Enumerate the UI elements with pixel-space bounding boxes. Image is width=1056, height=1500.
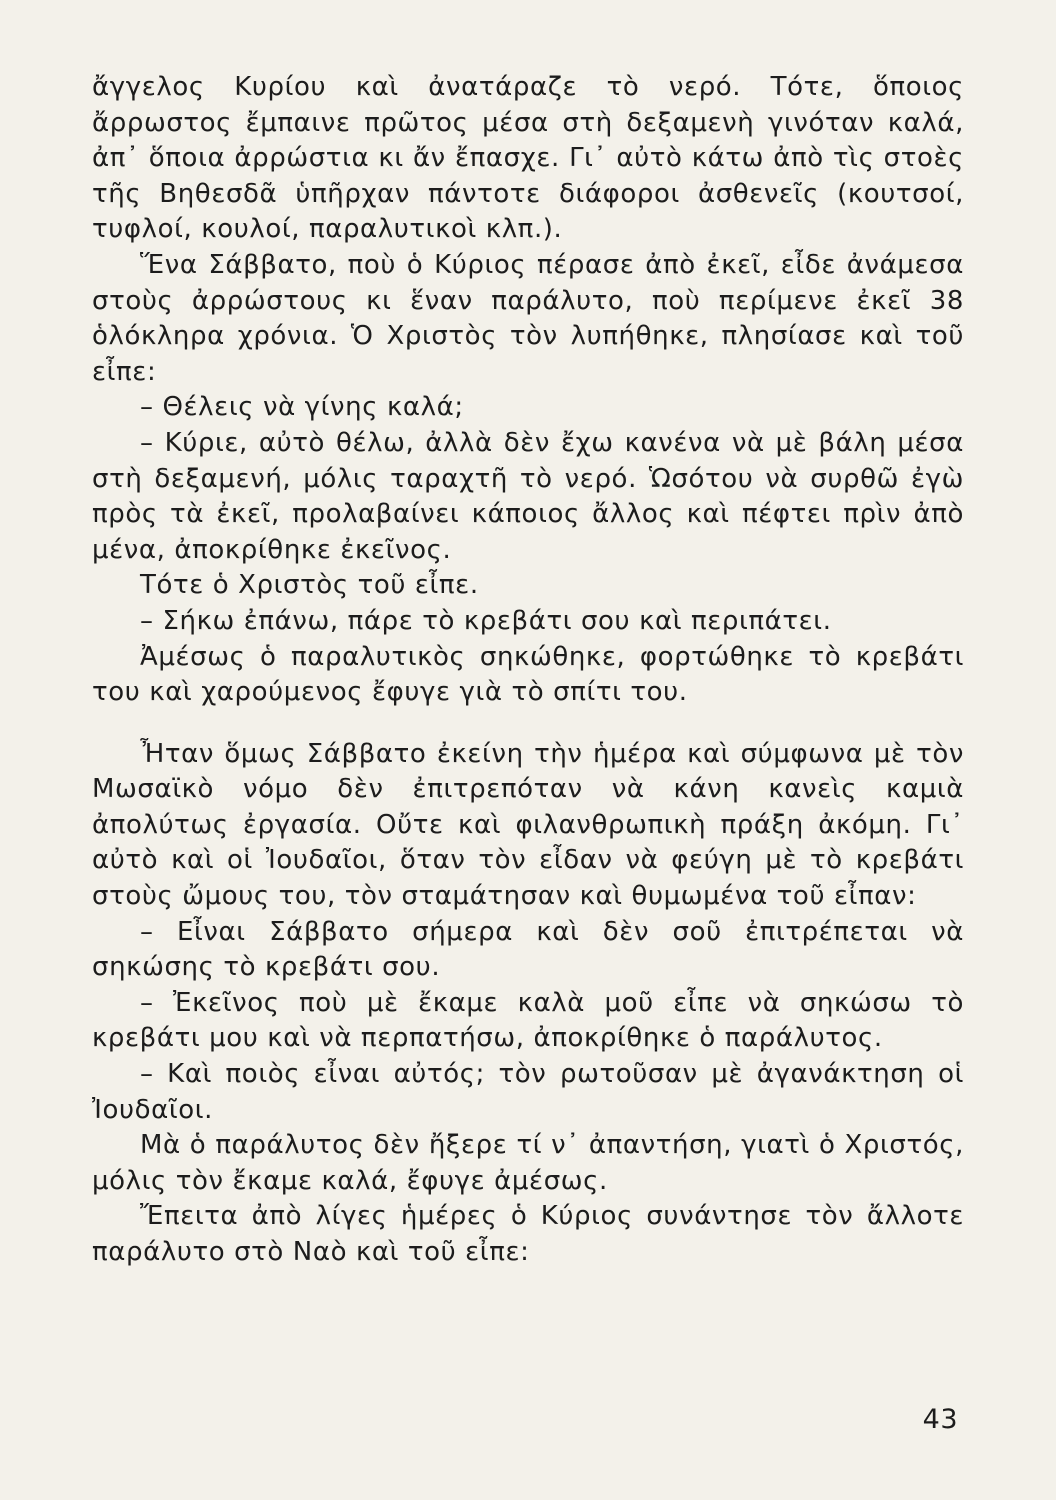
- paragraph: ἄγγελος Κυρίου καὶ ἀνατάραζε τὸ νερό. Τότε, ὅποιος ἄρρωστος ἔμπαινε πρῶτος μέσα στὴ δεξαμενὴ γινόταν καλά, ἀπ᾽ ὅποια ἀρρώστια κι ἄν ἔπασχε. Γι᾽ αὐτὸ κάτω ἀπὸ τὶς στοὲς τῆς Βηθεσδᾶ ὑπῆρχαν πάντοτε διάφοροι ἀσθενεῖς (κουτσοί, τυφλοί, κουλοί, παραλυτικοὶ κλπ.).: [92, 72, 964, 245]
- paragraph: Ἕνα Σάββατο, ποὺ ὁ Κύριος πέρασε ἀπὸ ἐκεῖ, εἶδε ἀνάμεσα στοὺς ἀρρώστους κι ἕναν παράλυτο, ποὺ περίμενε ἐκεῖ 38 ὁλόκληρα χρόνια. Ὁ Χριστὸς τὸν λυπήθηκε, πλησίασε καὶ τοῦ εἶπε:: [92, 249, 964, 387]
- paragraph: Ἔπειτα ἀπὸ λίγες ἡμέρες ὁ Κύριος συνάντησε τὸν ἄλλοτε παράλυτο στὸ Ναὸ καὶ τοῦ εἶπε:: [92, 1201, 964, 1267]
- paragraph: Ἦταν ὅμως Σάββατο ἐκείνη τὴν ἡμέρα καὶ σύμφωνα μὲ τὸν Μωσαϊκὸ νόμο δὲν ἐπιτρεπόταν νὰ κάνη κανεὶς καμιὰ ἀπολύτως ἐργασία. Οὔτε καὶ φιλανθρωπικὴ πράξη ἀκόμη. Γι᾽ αὐτὸ καὶ οἱ Ἰουδαῖοι, ὅταν τὸν εἶδαν νὰ φεύγη μὲ τὸ κρεβάτι στοὺς ὤμους του, τὸν σταμάτησαν καὶ θυμωμένα τοῦ εἶπαν:: [92, 738, 964, 912]
- dialogue-line: – Σήκω ἐπάνω, πάρε τὸ κρεβάτι σου καὶ περιπάτει.: [140, 605, 832, 636]
- paragraph: Μὰ ὁ παράλυτος δὲν ἤξερε τί ν᾽ ἀπαντήση, γιατὶ ὁ Χριστός, μόλις τὸν ἔκαμε καλά, ἔφυγε ἀμέσως.: [92, 1130, 964, 1196]
- paragraph: Ἀμέσως ὁ παραλυτικὸς σηκώθηκε, φορτώθηκε τὸ κρεβάτι του καὶ χαρούμενος ἔφυγε γιὰ τὸ σπίτι του.: [92, 641, 964, 708]
- dialogue-line: – Εἶναι Σάββατο σήμερα καὶ δὲν σοῦ ἐπιτρέπεται νὰ σηκώσης τὸ κρεβάτι σου.: [92, 916, 964, 983]
- paragraph: Τότε ὁ Χριστὸς τοῦ εἶπε.: [140, 570, 479, 601]
- page-number: 43: [922, 1404, 958, 1435]
- dialogue-line: – Ἐκεῖνος ποὺ μὲ ἔκαμε καλὰ μοῦ εἶπε νὰ σηκώσω τὸ κρεβάτι μου καὶ νὰ περπατήσω, ἀποκρίθηκε ὁ παράλυτος.: [92, 987, 964, 1054]
- body-text: [92, 70, 964, 1271]
- dialogue-line: – Θέλεις νὰ γίνης καλά;: [140, 392, 464, 423]
- dialogue-line: – Κύριε, αὐτὸ θέλω, ἀλλὰ δὲν ἔχω κανένα νὰ μὲ βάλη μέσα στὴ δεξαμενή, μόλις ταραχτῆ τὸ νερό. Ὡσότου νὰ συρθῶ ἐγὼ πρὸς τὰ ἐκεῖ, προλαβαίνει κάποιος ἄλλος καὶ πέφτει πρὶν ἀπὸ μένα, ἀποκρίθηκε ἐκεῖνος.: [92, 427, 964, 565]
- dialogue-line: – Καὶ ποιὸς εἶναι αὐτός; τὸν ρωτοῦσαν μὲ ἀγανάκτηση οἱ Ἰουδαῖοι.: [92, 1059, 964, 1125]
